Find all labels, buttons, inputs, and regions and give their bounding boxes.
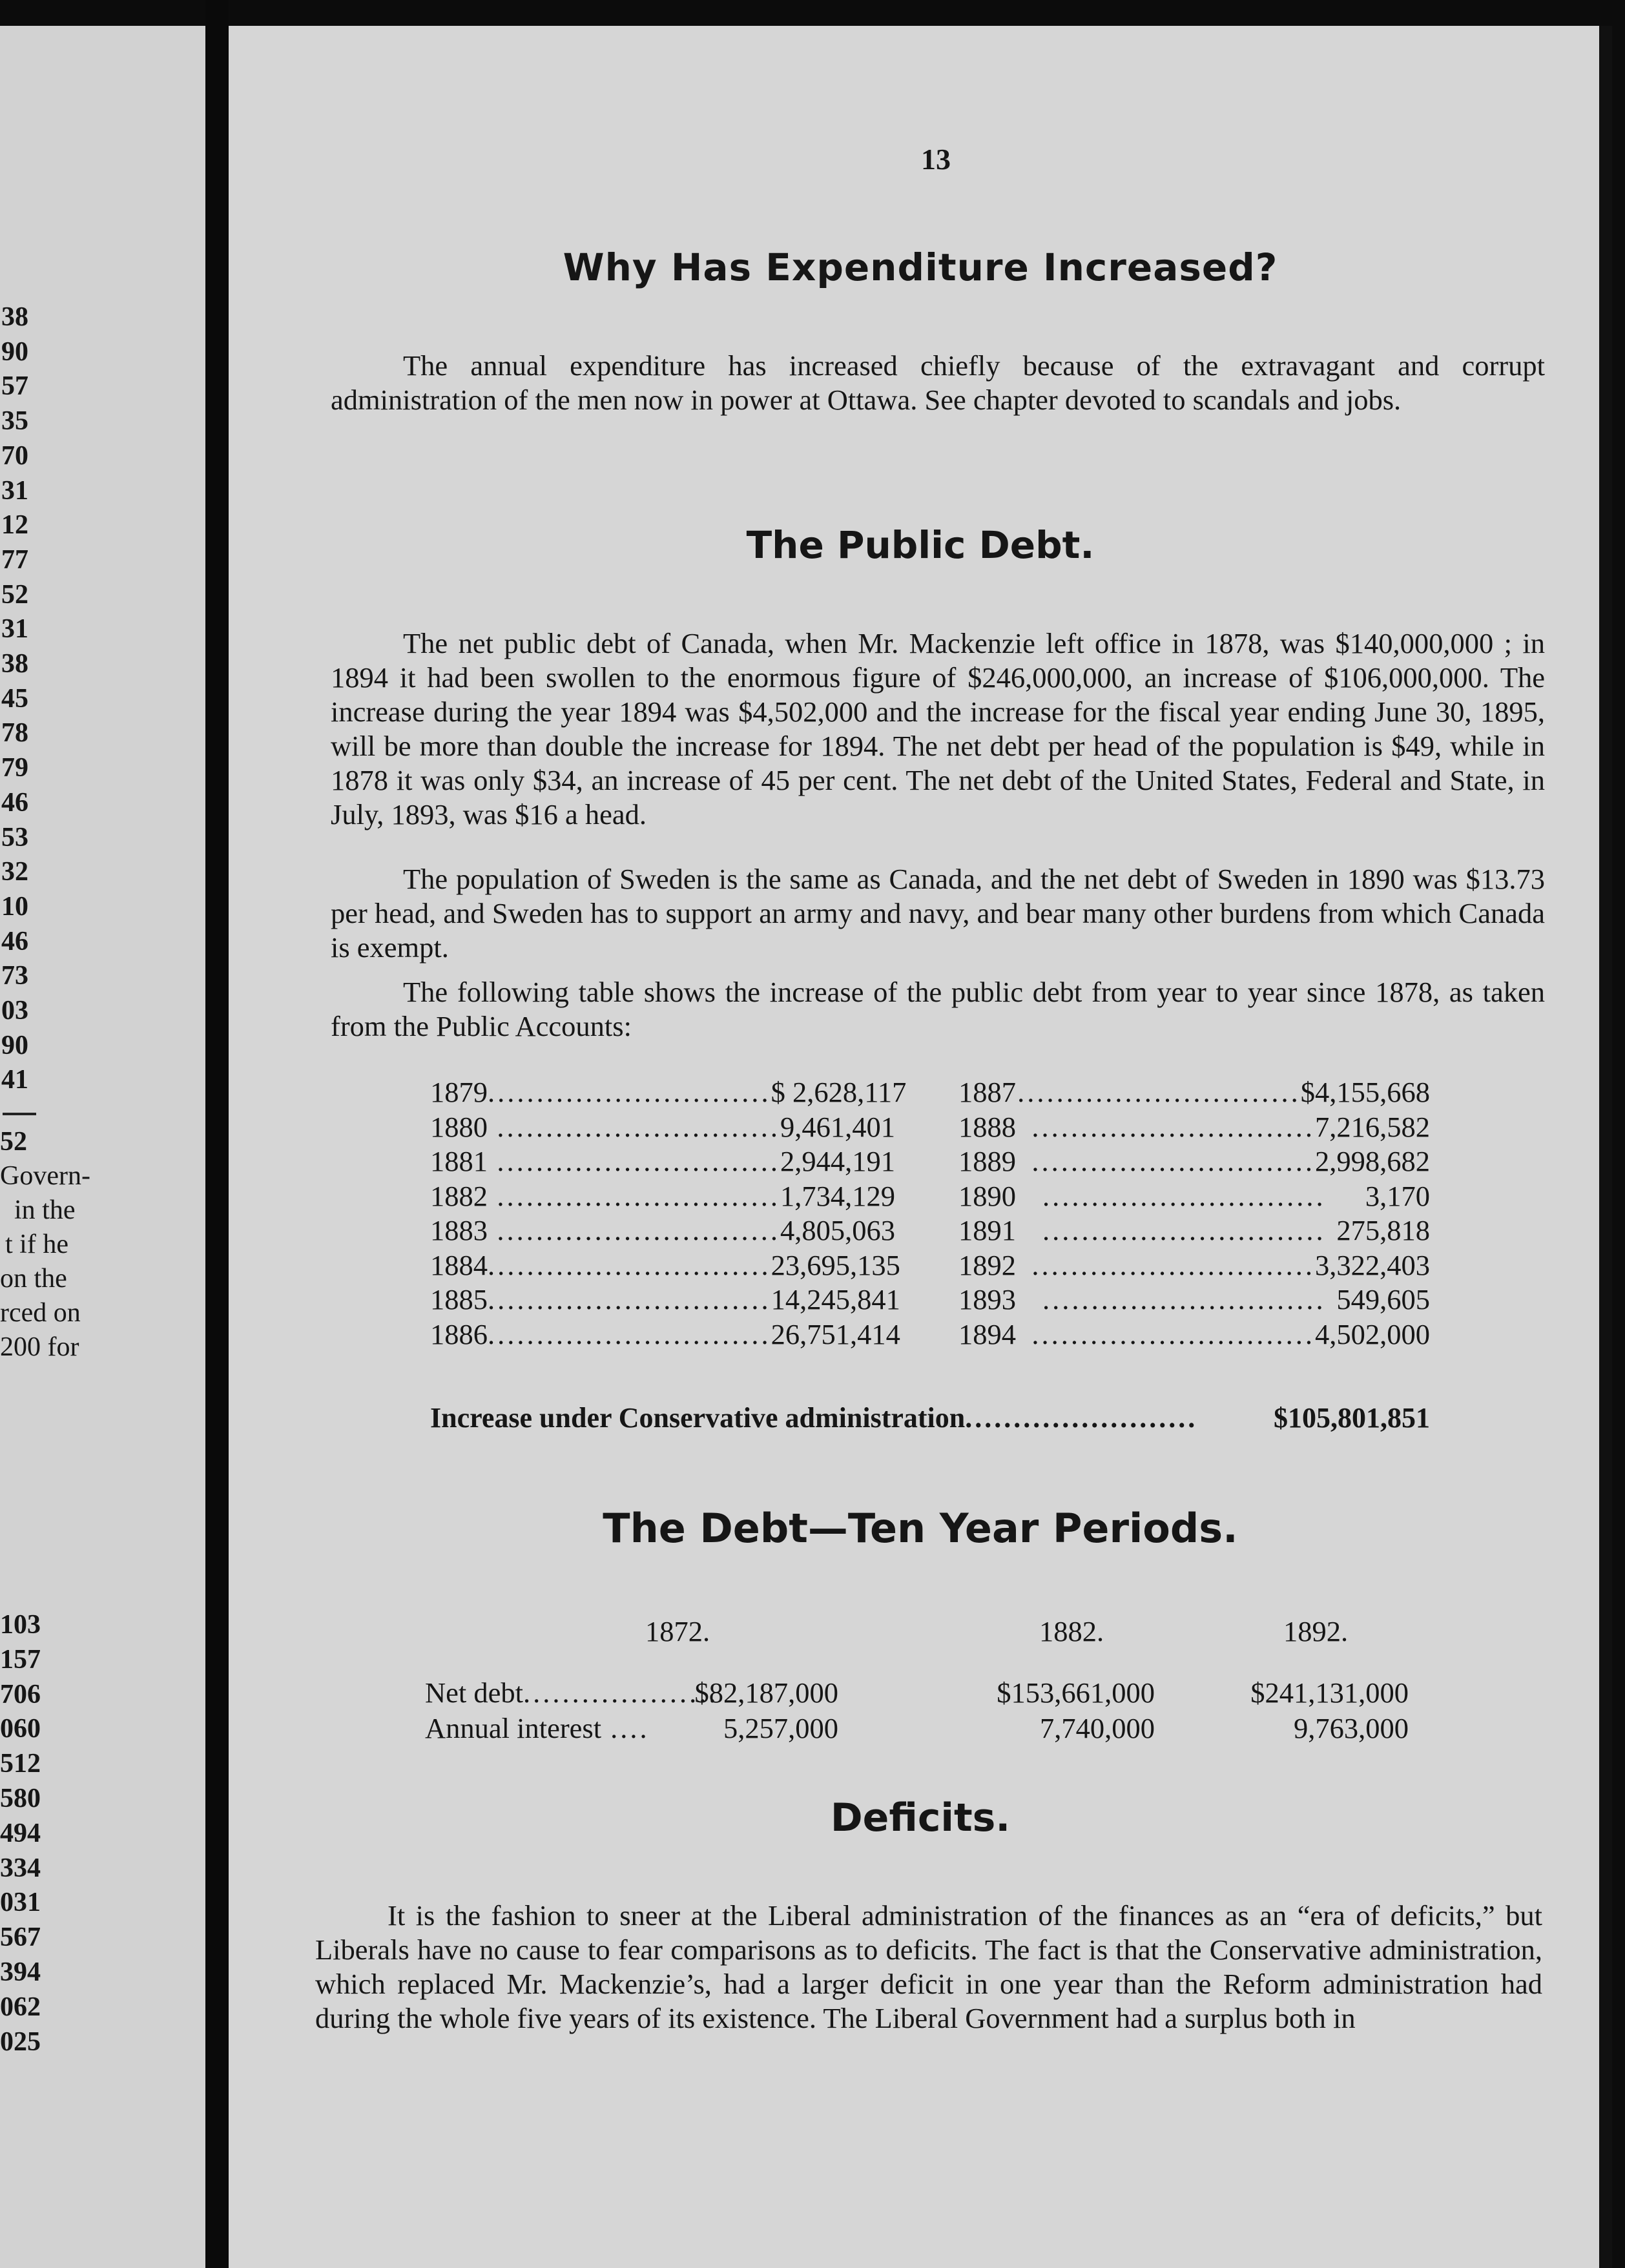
debt-amount: 14,245,841	[771, 1283, 900, 1315]
prev-number: 580	[0, 1783, 41, 1813]
leader-dots: .............................	[1042, 1283, 1326, 1315]
period-year-1882: 1882.	[1039, 1615, 1104, 1647]
leader-dots: .............................	[1042, 1214, 1326, 1246]
leader-dots: .............................	[488, 1317, 771, 1350]
debt-table-row	[958, 1110, 1430, 1145]
leader-dots: ........................	[965, 1402, 1198, 1434]
prev-number: 53	[1, 822, 28, 852]
debt-amount: 4,502,000	[1315, 1317, 1430, 1350]
prev-total: 52	[0, 1127, 27, 1157]
prev-number: 38	[1, 302, 28, 332]
leader-dots: .............................	[488, 1283, 771, 1315]
debt-year: 1884	[430, 1248, 488, 1281]
prev-number: 46	[1, 787, 28, 818]
debt-table-row	[958, 1179, 1430, 1214]
debt-year: 1890	[958, 1179, 1016, 1212]
prev-number: 12	[1, 510, 28, 541]
page-edge-shadow	[1599, 26, 1612, 2268]
debt-table-row	[958, 1144, 1430, 1179]
debt-year: 1882	[430, 1179, 488, 1212]
period-value: $153,661,000	[997, 1676, 1155, 1709]
prev-number: 77	[1, 544, 28, 575]
paragraph-public-debt-1: The net public debt of Canada, when Mr. Mackenzie left office in 1878, was $140,000,000 ; in 1894 it had been swollen to the enormous figure of $246,000,000, an increase of $106,000,000. The increase during the year 1894 was $4,502,000 and the increase for the fiscal year ending June 30, 1895, will be more than double the increase for 1894. The net debt per head of the population is $49, while in 1878 it was only $34, an increase of 45 per cent. The net debt of the United States, Federal and State, in July, 1893, was $16 a head.	[331, 627, 1545, 830]
heading-expenditure: Why Has Expenditure Increased?	[563, 245, 1278, 289]
leader-dots: .............................	[1031, 1248, 1315, 1281]
prev-number: 79	[1, 753, 28, 783]
prev-text-line: Govern-	[0, 1161, 90, 1191]
leader-dots: .............................	[1031, 1110, 1315, 1143]
debt-table-row	[430, 1075, 907, 1110]
debt-year: 1881	[430, 1145, 488, 1177]
prev-text-line: 200 for	[0, 1332, 79, 1362]
total-amount: $105,801,851	[1274, 1402, 1430, 1434]
period-year-1892: 1892.	[1283, 1615, 1349, 1647]
prev-number: 46	[1, 926, 28, 956]
prev-number: 31	[1, 475, 28, 506]
prev-number: 334	[0, 1853, 41, 1883]
leader-dots: .............................	[497, 1145, 780, 1177]
previous-page-text	[0, 1125, 205, 1365]
debt-amount: $4,155,668	[1300, 1076, 1430, 1108]
prev-number: 90	[1, 336, 28, 367]
period-value: 7,740,000	[1040, 1712, 1155, 1744]
debt-table-row	[430, 1144, 895, 1179]
total-label: Increase under Conservative administration	[430, 1402, 966, 1434]
prev-number: 41	[1, 1065, 28, 1095]
debt-year: 1889	[958, 1145, 1016, 1177]
leader-dots: .............................	[1017, 1076, 1301, 1108]
prev-number: 73	[1, 961, 28, 991]
debt-amount: 275,818	[1336, 1214, 1430, 1246]
leader-dots: .............................	[497, 1110, 780, 1143]
period-year-1872: 1872.	[645, 1615, 710, 1647]
prev-number: 103	[0, 1610, 41, 1640]
debt-amount: 4,805,063	[780, 1214, 895, 1246]
leader-dots: .............................	[1031, 1317, 1315, 1350]
prev-number: 567	[0, 1923, 41, 1953]
leader-dots: .............................	[497, 1214, 780, 1246]
prev-number: 062	[0, 1992, 41, 2022]
prev-number: 52	[1, 579, 28, 610]
prev-number: 10	[1, 891, 28, 922]
prev-number: 45	[1, 683, 28, 714]
paragraph-public-debt-2: The population of Sweden is the same as Canada, and the net debt of Sweden in 1890 was $13.73 per head, and Sweden has to support an army and navy, and bear many other burdens from which Canada is exempt.	[331, 863, 1545, 964]
debt-increase-total	[430, 1401, 1430, 1434]
debt-year: 1886	[430, 1317, 488, 1350]
heading-ten-year-periods: The Debt—Ten Year Periods.	[603, 1505, 1238, 1552]
debt-amount: 2,998,682	[1315, 1145, 1430, 1177]
leader-dots: ....	[610, 1712, 650, 1744]
period-value: 5,257,000	[723, 1712, 838, 1744]
prev-number: 494	[0, 1818, 41, 1848]
debt-amount: 26,751,414	[771, 1317, 900, 1350]
prev-number: 512	[0, 1749, 41, 1779]
paragraph-expenditure: The annual expenditure has increased chiefly because of the extravagant and corrupt administration of the men now in power at Ottawa. See chapter devoted to scandals and jobs.	[331, 349, 1545, 416]
debt-amount: 3,322,403	[1315, 1248, 1430, 1281]
debt-table-row	[958, 1213, 1430, 1248]
prev-text-line: rced on	[0, 1298, 81, 1328]
debt-table-row	[430, 1283, 900, 1317]
prev-text-line: in the	[14, 1195, 76, 1225]
previous-page-numbers-top	[0, 300, 205, 1098]
debt-amount: 549,605	[1336, 1283, 1430, 1315]
document-page	[229, 26, 1612, 2268]
leader-dots: ....................	[523, 1676, 719, 1709]
debt-amount: 9,461,401	[780, 1110, 895, 1143]
debt-table-row	[958, 1248, 1430, 1283]
debt-amount: 7,216,582	[1315, 1110, 1430, 1143]
debt-year: 1891	[958, 1214, 1016, 1246]
page-number: 13	[921, 143, 951, 176]
heading-deficits: Deficits.	[830, 1795, 1011, 1840]
paragraph-deficits: It is the fashion to sneer at the Liberal administration of the finances as an “era of deficits,” but Liberals have no cause to fear comparisons as to deficits. The fact is that the Conservative administration, which replaced Mr. Mackenzie’s, had a larger deficit in one year than the Reform administration had during the whole five years of its existence. The Liberal Government had a surplus both in	[315, 1899, 1542, 2034]
debt-table-right-column	[958, 1075, 1430, 1352]
prev-number: 78	[1, 718, 28, 748]
leader-dots: .............................	[497, 1179, 780, 1212]
leader-dots: .............................	[488, 1076, 771, 1108]
debt-year: 1888	[958, 1110, 1016, 1143]
leader-dots: .............................	[488, 1248, 771, 1281]
prev-number: 57	[1, 371, 28, 402]
prev-number: 025	[0, 2026, 41, 2057]
debt-year: 1892	[958, 1248, 1016, 1281]
debt-table-row	[430, 1213, 895, 1248]
prev-number: 31	[1, 614, 28, 644]
prev-number: 03	[1, 996, 28, 1026]
debt-table-row	[430, 1110, 895, 1145]
prev-number: 38	[1, 649, 28, 679]
debt-year: 1885	[430, 1283, 488, 1315]
heading-public-debt: The Public Debt.	[746, 523, 1095, 567]
debt-table-row	[958, 1283, 1430, 1317]
paragraph-public-debt-3: The following table shows the increase of the public debt from year to year since 1878, as taken from the Public Accounts:	[331, 976, 1545, 1042]
prev-text-line: on the	[0, 1264, 67, 1294]
period-value: $241,131,000	[1250, 1676, 1409, 1709]
previous-page-numbers-bottom	[0, 1608, 205, 2059]
debt-year: 1879	[430, 1076, 488, 1108]
prev-number: 706	[0, 1679, 41, 1709]
debt-amount: 3,170	[1365, 1179, 1430, 1212]
leader-dots: .............................	[1042, 1179, 1326, 1212]
prev-number: 35	[1, 406, 28, 437]
prev-number: 394	[0, 1957, 41, 1987]
prev-text-line: t if he	[5, 1230, 68, 1259]
leader-dots: .............................	[1031, 1145, 1315, 1177]
debt-table-row	[430, 1317, 900, 1352]
previous-page-fragment	[0, 26, 205, 2268]
debt-amount: 2,944,191	[780, 1145, 895, 1177]
prev-number: 031	[0, 1888, 41, 1918]
period-row-label: Annual interest	[425, 1712, 602, 1744]
period-value: 9,763,000	[1294, 1712, 1409, 1744]
prev-number: 060	[0, 1714, 41, 1744]
debt-table-row	[430, 1248, 900, 1283]
debt-amount: 23,695,135	[771, 1248, 900, 1281]
debt-table-row	[958, 1075, 1430, 1110]
debt-year: 1887	[958, 1076, 1016, 1108]
debt-table-left-column	[430, 1075, 907, 1352]
period-value: $82,187,000	[694, 1676, 838, 1709]
debt-amount: $ 2,628,117	[771, 1076, 907, 1108]
debt-year: 1894	[958, 1317, 1016, 1350]
period-row-label: Net debt	[425, 1676, 523, 1709]
debt-table-row	[430, 1179, 895, 1214]
prev-number: 70	[1, 440, 28, 471]
debt-amount: 1,734,129	[780, 1179, 895, 1212]
prev-number: 90	[1, 1030, 28, 1060]
debt-table-row	[958, 1317, 1430, 1352]
book-gutter	[205, 0, 229, 2268]
prev-number: 157	[0, 1644, 41, 1675]
debt-year: 1880	[430, 1110, 488, 1143]
debt-year: 1883	[430, 1214, 488, 1246]
debt-year: 1893	[958, 1283, 1016, 1315]
prev-number: 32	[1, 857, 28, 887]
prev-total-rule	[3, 1113, 36, 1115]
